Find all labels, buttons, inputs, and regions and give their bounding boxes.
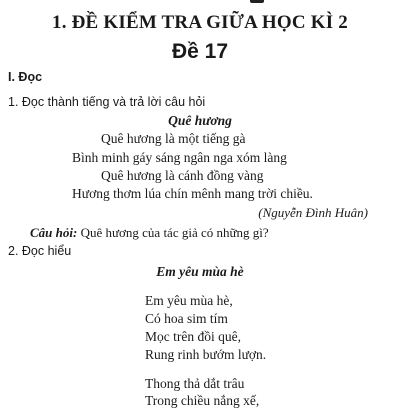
poem1-author: (Nguyễn Đình Huân) [258,205,368,220]
poem1-line: Quê hương là cánh đồng vàng [101,168,264,183]
question-label: Câu hỏi: [30,225,78,240]
reading-question [30,225,269,241]
exam-number: Đề 17 [171,40,229,63]
question-text: Quê hương của tác giả có những gì? [77,225,269,240]
poem1-line: Hương thơm lúa chín mênh mang trời chiều. [72,186,313,201]
poem2-line: Rung rinh bướm lượn. [145,347,267,362]
part2-label: 2. Đọc hiểu [8,244,72,258]
poem2-title: Em yêu mùa hè [156,264,244,279]
part1-label: 1. Đọc thành tiếng và trả lời câu hỏi [8,95,206,109]
poem2-line: Có hoa sim tím [145,311,228,326]
poem2-line: Em yêu mùa hè, [145,293,233,308]
poem1-line: Quê hương là một tiếng gà [101,131,246,146]
poem2-line: Thong thả dắt trâu [145,376,245,391]
exam-title: 1. ĐỀ KIỂM TRA GIỮA HỌC KÌ 2 [52,12,348,33]
page-edge-mark [250,0,264,3]
poem2-line: Mọc trên đồi quê, [145,329,241,344]
poem1-line: Bình minh gáy sáng ngân nga xóm làng [72,150,287,165]
section-heading-reading: I. Đọc [8,70,43,84]
poem2-line: Trong chiều nắng xế, [145,393,260,408]
poem1-title: Quê hương [168,113,232,128]
